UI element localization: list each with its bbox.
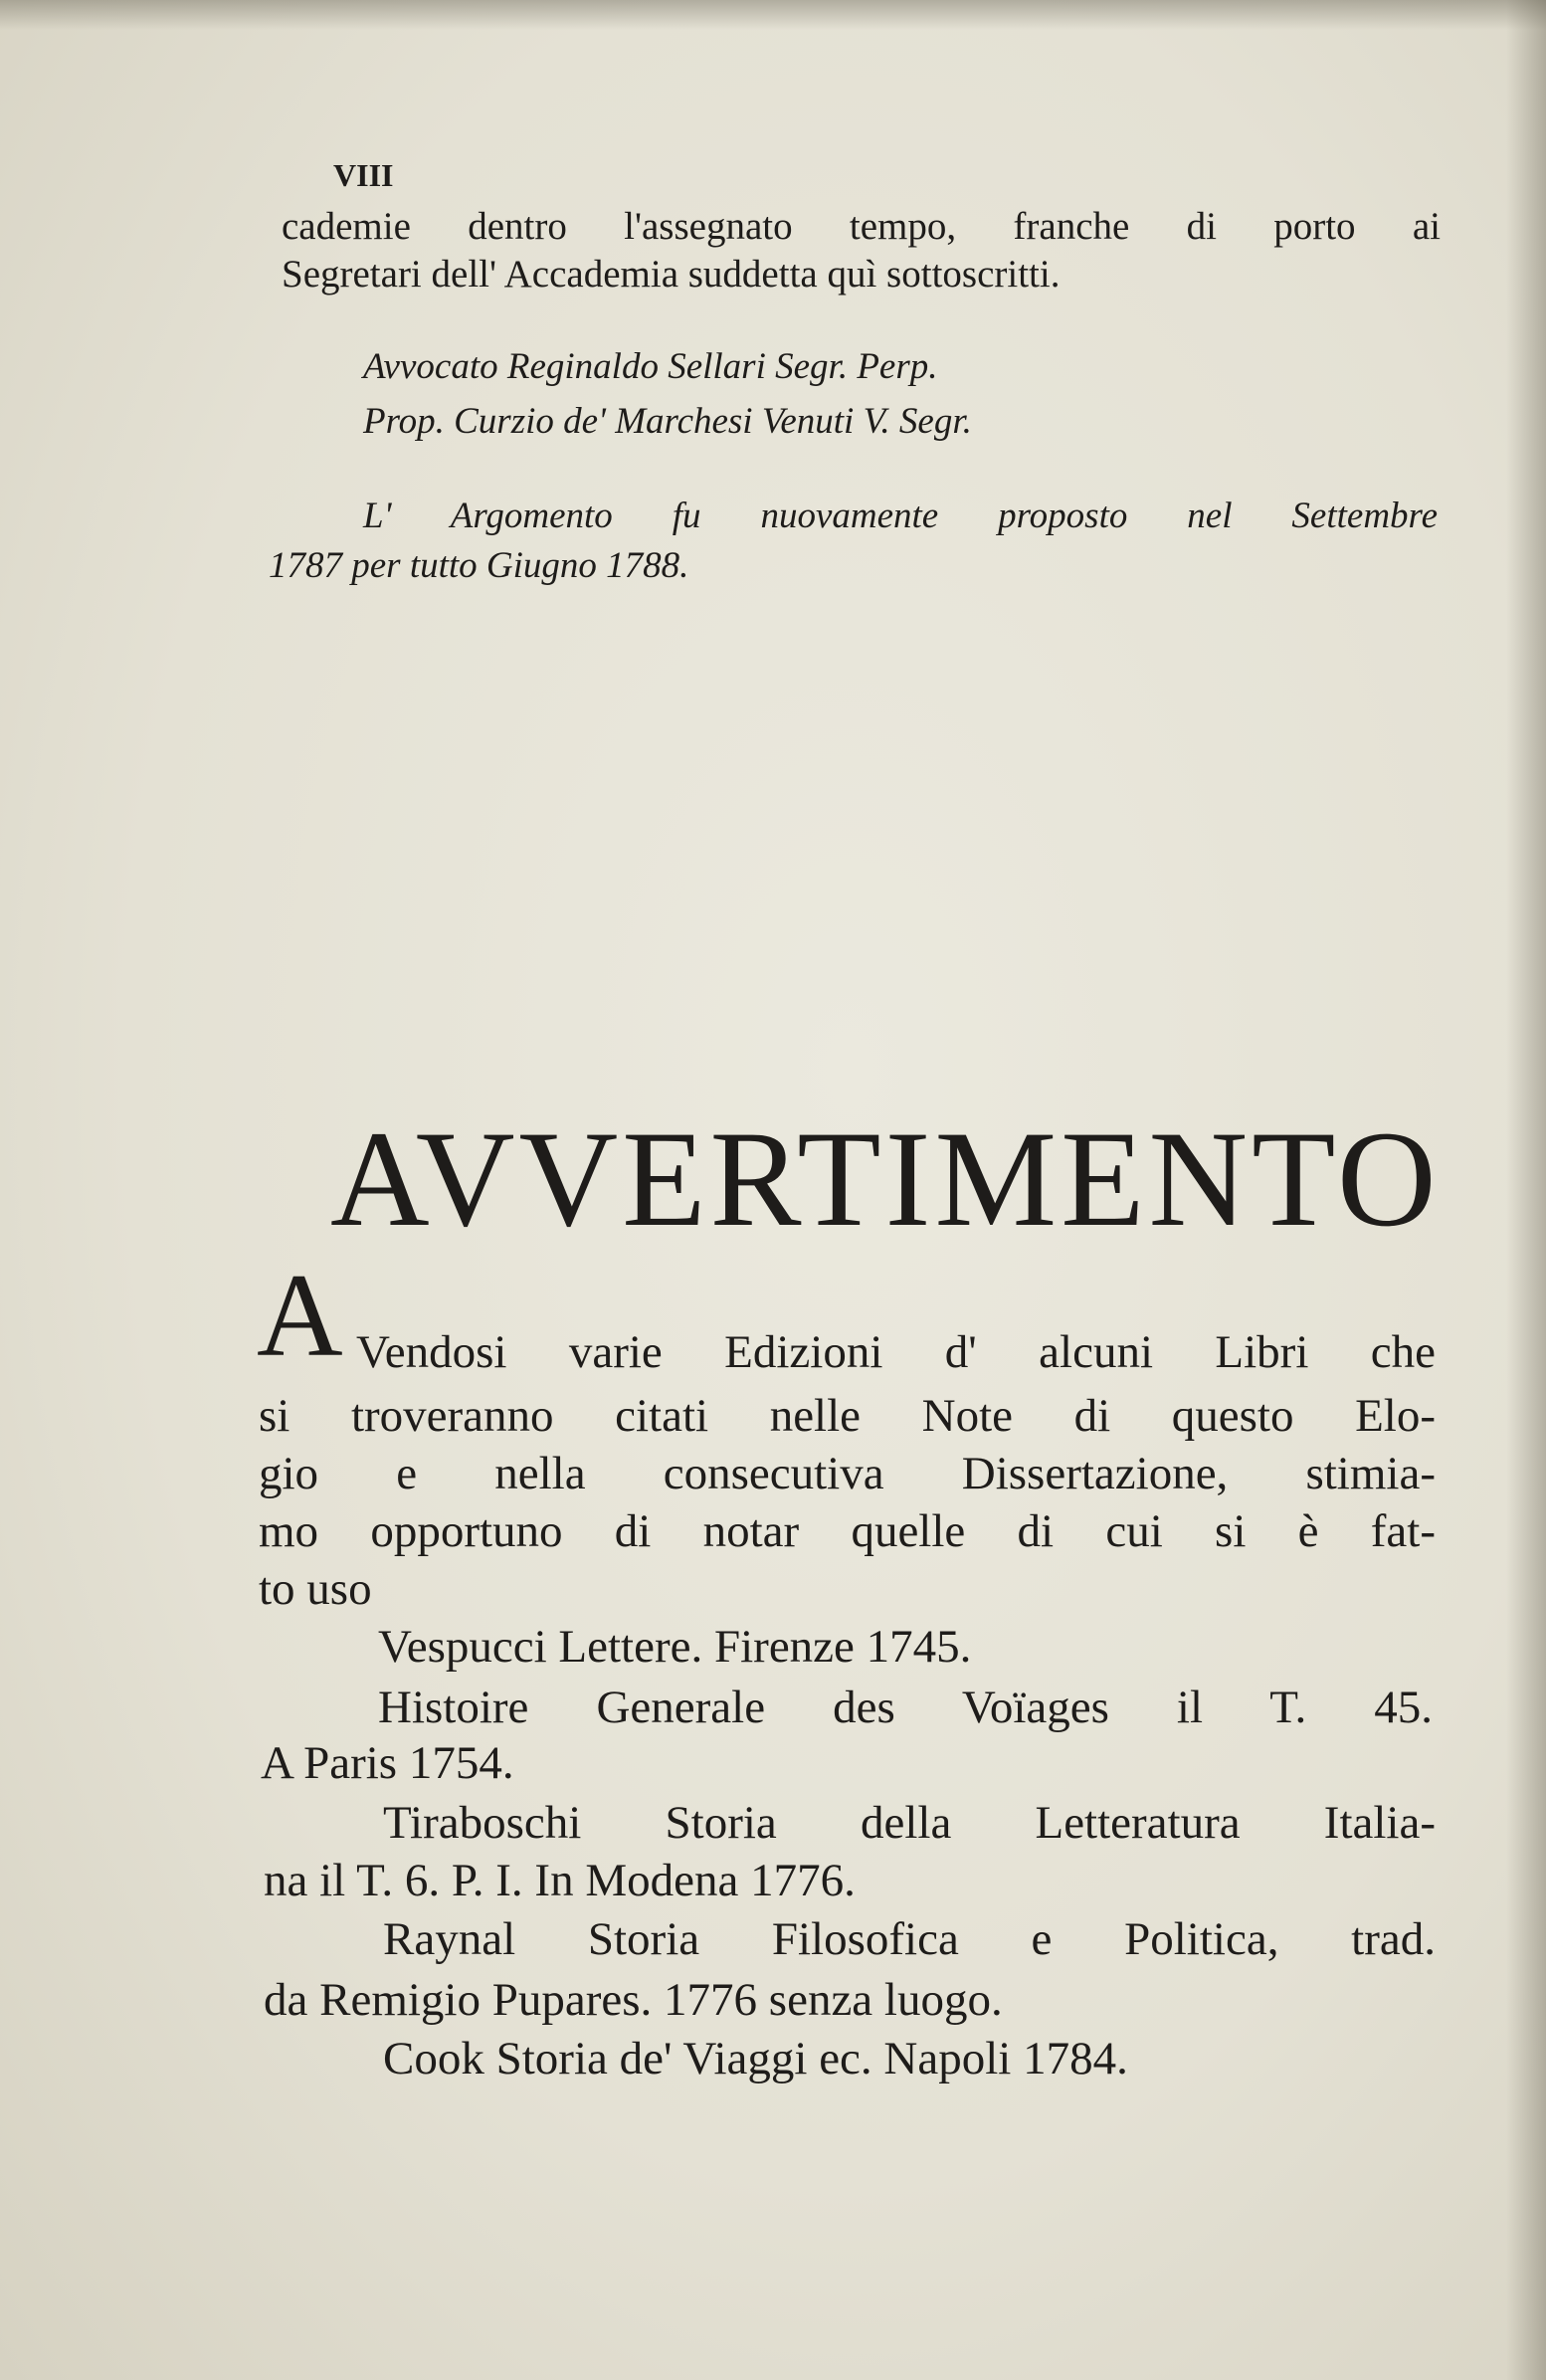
paragraph-line: gio e nella consecutiva Dissertazione, stimia- <box>259 1448 1436 1499</box>
bibliography-entry: Tiraboschi Storia della Letteratura Italia- <box>383 1797 1436 1849</box>
section-heading: AVVERTIMENTO <box>330 1102 1441 1255</box>
note-line: 1787 per tutto Giugno 1788. <box>269 545 689 586</box>
signatory: Avvocato Reginaldo Sellari Segr. Perp. <box>363 346 938 387</box>
bibliography-entry: A Paris 1754. <box>261 1737 514 1789</box>
intro-line: cademie dentro l'assegnato tempo, franche di porto ai <box>282 205 1441 248</box>
bibliography-entry: Raynal Storia Filosofica e Politica, trad. <box>383 1913 1436 1965</box>
paragraph-line: Vendosi varie Edizioni d' alcuni Libri che <box>356 1326 1436 1378</box>
intro-line: Segretari dell' Accademia suddetta quì sottoscritti. <box>282 253 1061 296</box>
paragraph-line: si troveranno citati nelle Note di questo Elo- <box>259 1390 1436 1442</box>
note-line: L' Argomento fu nuovamente proposto nel Settembre <box>363 496 1438 536</box>
bibliography-entry: Cook Storia de' Viaggi ec. Napoli 1784. <box>383 2033 1128 2084</box>
bibliography-entry: Histoire Generale des Voïages il T. 45. <box>378 1682 1433 1733</box>
bibliography-entry: na il T. 6. P. I. In Modena 1776. <box>264 1855 856 1906</box>
page-shadow-top <box>0 0 1546 30</box>
page-shadow-right <box>1506 0 1546 2380</box>
paragraph-line: to uso <box>259 1563 372 1615</box>
bibliography-entry: da Remigio Pupares. 1776 senza luogo. <box>264 1974 1003 2026</box>
paragraph-line: mo opportuno di notar quelle di cui si è fat- <box>259 1505 1436 1557</box>
page-number: VIII <box>333 157 394 193</box>
signatory: Prop. Curzio de' Marchesi Venuti V. Segr. <box>363 401 972 442</box>
drop-cap: A <box>257 1249 343 1381</box>
bibliography-entry: Vespucci Lettere. Firenze 1745. <box>378 1621 972 1673</box>
